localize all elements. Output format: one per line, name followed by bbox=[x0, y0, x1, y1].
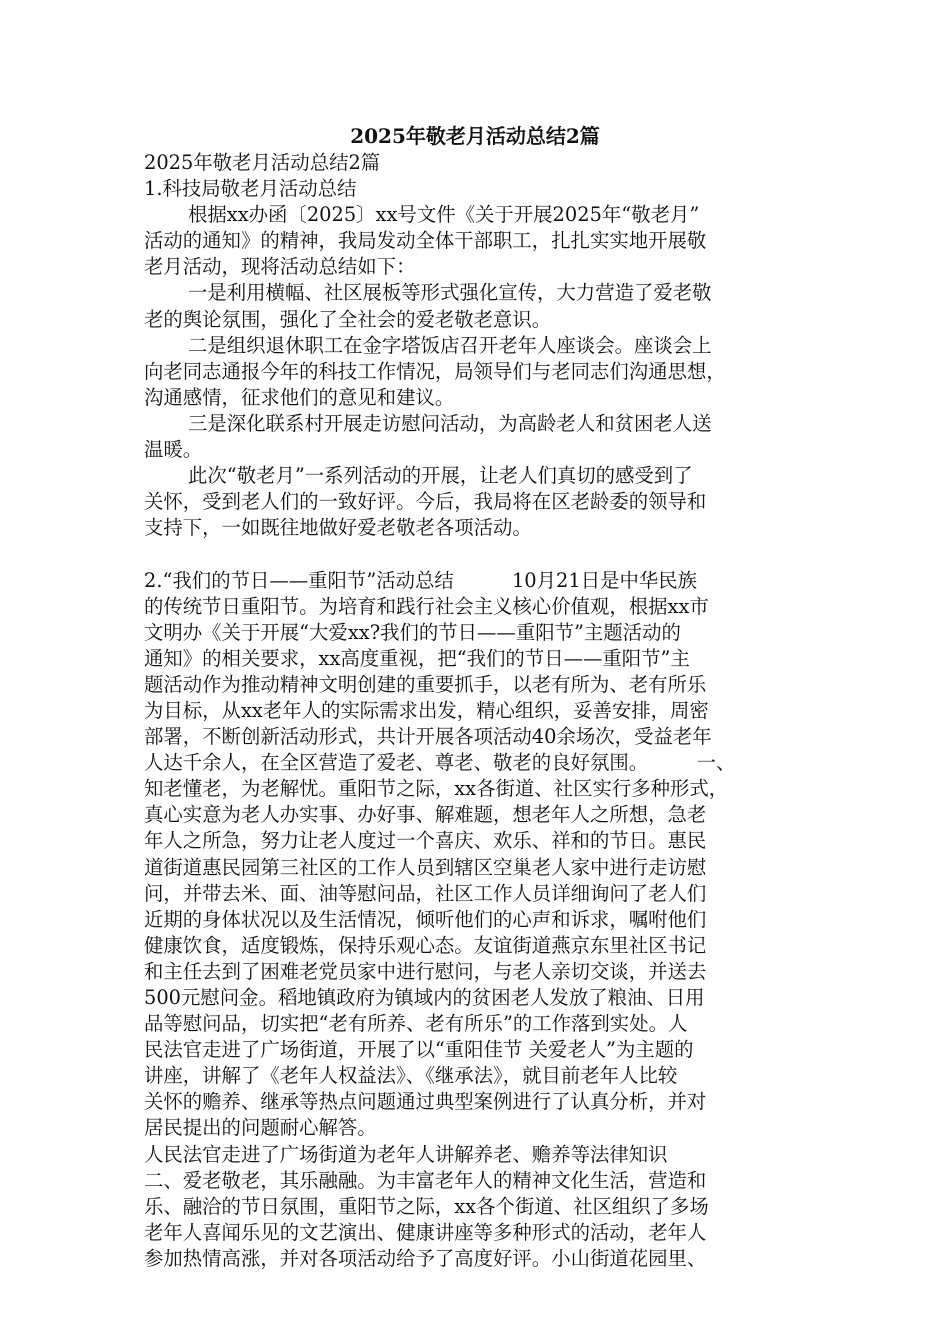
text-line: 根据xx办函〔2025〕xx号文件《关于开展2025年“敬老月” bbox=[188, 203, 700, 227]
text-line: 的传统节日重阳节。为培育和践行社会主义核心价值观，根据xx市 bbox=[144, 594, 709, 618]
text-line: 三是深化联系村开展走访慰问活动，为高龄老人和贫困老人送 bbox=[188, 411, 712, 435]
text-line: 健康饮食，适度锻炼，保持乐观心态。友谊街道燕京东里社区书记 bbox=[144, 933, 707, 957]
text-line: 老月活动，现将活动总结如下： bbox=[144, 255, 416, 279]
text-line: 人达千余人，在全区营造了爱老、尊老、敬老的良好氛围。 一、 bbox=[144, 751, 736, 775]
text-line: 1.科技局敬老月活动总结 bbox=[144, 177, 357, 201]
text-line: 关怀，受到老人们的一致好评。今后，我局将在区老龄委的领导和 bbox=[144, 490, 707, 514]
text-line: 年人之所急，努力让老人度过一个喜庆、欢乐、祥和的节日。惠民 bbox=[144, 829, 707, 853]
text-line: 讲座，讲解了《老年人权益法》、《继承法》，就目前老年人比较 bbox=[144, 1064, 678, 1088]
text-line: 二是组织退休职工在金字塔饭店召开老年人座谈会。座谈会上 bbox=[188, 333, 712, 357]
text-line: 为目标，从xx老年人的实际需求出发，精心组织，妥善安排，周密 bbox=[144, 698, 709, 722]
text-line: 参加热情高涨，并对各项活动给予了高度好评。小山街道花园里、 bbox=[144, 1246, 707, 1270]
text-line: 2025年敬老月活动总结2篇 bbox=[144, 151, 381, 174]
text-line: 部署，不断创新活动形式，共计开展各项活动40余场次，受益老年 bbox=[144, 725, 712, 749]
text-line: 温暖。 bbox=[144, 438, 203, 462]
text-line: 近期的身体状况以及生活情况，倾听他们的心声和诉求，嘱咐他们 bbox=[144, 907, 707, 931]
text-line: 通知》的相关要求，xx高度重视，把“我们的节日——重阳节”主 bbox=[144, 646, 690, 670]
text-line: 支持下，一如既往地做好爱老敬老各项活动。 bbox=[144, 516, 532, 540]
text-line: 道街道惠民园第三社区的工作人员到辖区空巢老人家中进行走访慰 bbox=[144, 855, 707, 879]
text-line: 和主任去到了困难老党员家中进行慰问，与老人亲切交谈，并送去 bbox=[144, 959, 707, 983]
text-line: 题活动作为推动精神文明创建的重要抓手，以老有所为、老有所乐 bbox=[144, 672, 707, 696]
text-line: 居民提出的问题耐心解答。 bbox=[144, 1116, 377, 1140]
text-line: 沟通感情，征求他们的意见和建议。 bbox=[144, 385, 455, 409]
text-line: 知老懂老，为老解忧。重阳节之际，xx各街道、社区实行多种形式， bbox=[144, 777, 729, 801]
text-line: 向老同志通报今年的科技工作情况，局领导们与老同志们沟通思想， bbox=[144, 359, 726, 383]
document-body bbox=[144, 150, 804, 1272]
text-line: 关怀的赡养、继承等热点问题通过典型案例进行了认真分析，并对 bbox=[144, 1090, 707, 1114]
text-line: 真心实意为老人办实事、办好事、解难题，想老年人之所想，急老 bbox=[144, 803, 707, 827]
text-line: 老的舆论氛围，强化了全社会的爱老敬老意识。 bbox=[144, 307, 552, 331]
blank-line bbox=[144, 541, 804, 567]
text-line: 乐、融洽的节日氛围，重阳节之际，xx各个街道、社区组织了多场 bbox=[144, 1194, 709, 1218]
document-title: 2025年敬老月活动总结2篇 bbox=[350, 124, 600, 148]
text-line: 文明办《关于开展“大爱xx?我们的节日——重阳节”主题活动的 bbox=[144, 620, 681, 644]
text-line: 品等慰问品，切实把“老有所养、老有所乐”的工作落到实处。人 bbox=[144, 1012, 688, 1036]
text-line: 问，并带去米、面、油等慰问品，社区工作人员详细询问了老人们 bbox=[144, 881, 707, 905]
text-line: 活动的通知》的精神，我局发动全体干部职工，扎扎实实地开展敬 bbox=[144, 229, 707, 253]
text-line: 老年人喜闻乐见的文艺演出、健康讲座等多种形式的活动，老年人 bbox=[144, 1220, 707, 1244]
text-line: 500元慰问金。稻地镇政府为镇域内的贫困老人发放了粮油、日用 bbox=[144, 986, 705, 1009]
text-line: 此次“敬老月”一系列活动的开展，让老人们真切的感受到了 bbox=[188, 464, 693, 488]
text-line: 民法官走进了广场街道，开展了以“重阳佳节 关爱老人”为主题的 bbox=[144, 1038, 694, 1062]
text-line: 二、爱老敬老，其乐融融。为丰富老年人的精神文化生活，营造和 bbox=[144, 1168, 707, 1192]
text-line: 人民法官走进了广场街道为老年人讲解养老、赡养等法律知识 bbox=[144, 1142, 668, 1166]
text-line: 2.“我们的节日——重阳节”活动总结 10月21日是中华民族 bbox=[144, 568, 698, 592]
text-line: 一是利用横幅、社区展板等形式强化宣传，大力营造了爱老敬 bbox=[188, 281, 712, 305]
